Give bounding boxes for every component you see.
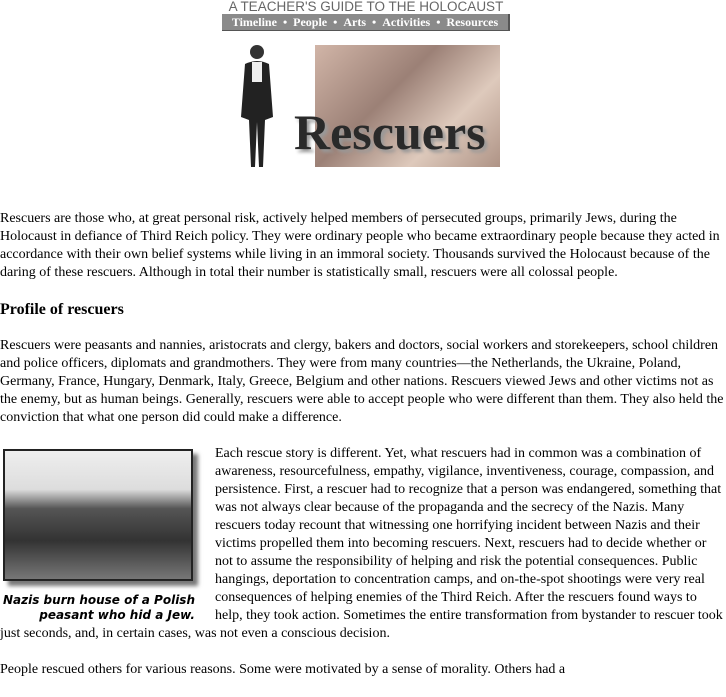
site-title: A TEACHER'S GUIDE TO THE HOLOCAUST: [228, 0, 504, 14]
profile-heading: Profile of rescuers: [0, 301, 124, 318]
nav-separator: •: [436, 15, 441, 29]
nav-separator: •: [372, 15, 377, 29]
page-banner: [230, 42, 505, 172]
story-paragraph: Each rescue story is different. Yet, what rescuers had in common was a combination of awareness, resourcefulness, empathy, vigilance, inventiveness, courage, compassion, and persistence. First, a rescuer had to recognize that a person was endangered, something that was not always clear because of the propaganda and the secrecy of the Nazis. Many rescuers today recount that witnessing one horrifying incident between Nazis and their victims propelled them into becoming rescuers. Next, rescuers had to decide whether or not to assume the responsibility of helping and risk the potential consequences. Public hangings, deportation to concentration camps, and on-the-spot shootings were very real consequences of helping enemies of the Third Reich. After the rescuers found ways to help, they took action. Sometimes the entire transformation from bystander to rescuer took just seconds, and, in certain cases, was not even a conscious decision.: [0, 446, 723, 641]
intro-paragraph: Rescuers are those who, at great personal risk, actively helped members of persecuted groups, primarily Jews, during the Holocaust in defiance of Third Reich policy. They were ordinary people who became extraordinary people because they acted in accordance with their own belief systems while living in an immoral society. Thousands survived the Holocaust because of the daring of these rescuers. Although in total their number is statistically small, rescuers were all colossal people.: [0, 211, 720, 280]
nav-separator: •: [333, 15, 338, 29]
nav-resources[interactable]: Resources: [446, 15, 499, 29]
figure: [0, 449, 205, 623]
page-title: Rescuers: [294, 104, 486, 160]
profile-paragraph: Rescuers were peasants and nannies, aristocrats and clergy, bakers and doctors, social workers and storekeepers, school children and police officers, diplomats and grandmothers. They were from many countries—the Netherlands, the Ukraine, Poland, Germany, France, Hungary, Denmark, Italy, Greece, Belgium and other nations. Rescuers viewed Jews and other victims not as the enemy, but as human beings. Generally, rescuers were able to accept people who were different than them. They also held the conviction that what one person did could make a difference.: [0, 338, 724, 425]
site-header: [222, 0, 510, 31]
nav-bar: [222, 14, 510, 31]
nav-separator: •: [282, 15, 288, 29]
figure-caption: Nazis burn house of a Polish peasant who hid a Jew.: [3, 593, 195, 622]
reasons-paragraph: People rescued others for various reasons. Some were motivated by a sense of morality. Others had a: [0, 662, 566, 677]
nav-activities[interactable]: Activities: [382, 15, 431, 29]
main-content: [0, 210, 724, 697]
man-figure-image: [235, 42, 280, 170]
nav-arts[interactable]: Arts: [343, 15, 367, 29]
nav-people[interactable]: People: [293, 15, 328, 29]
burning-house-photo: [3, 449, 193, 581]
nav-timeline[interactable]: Timeline: [231, 15, 277, 29]
